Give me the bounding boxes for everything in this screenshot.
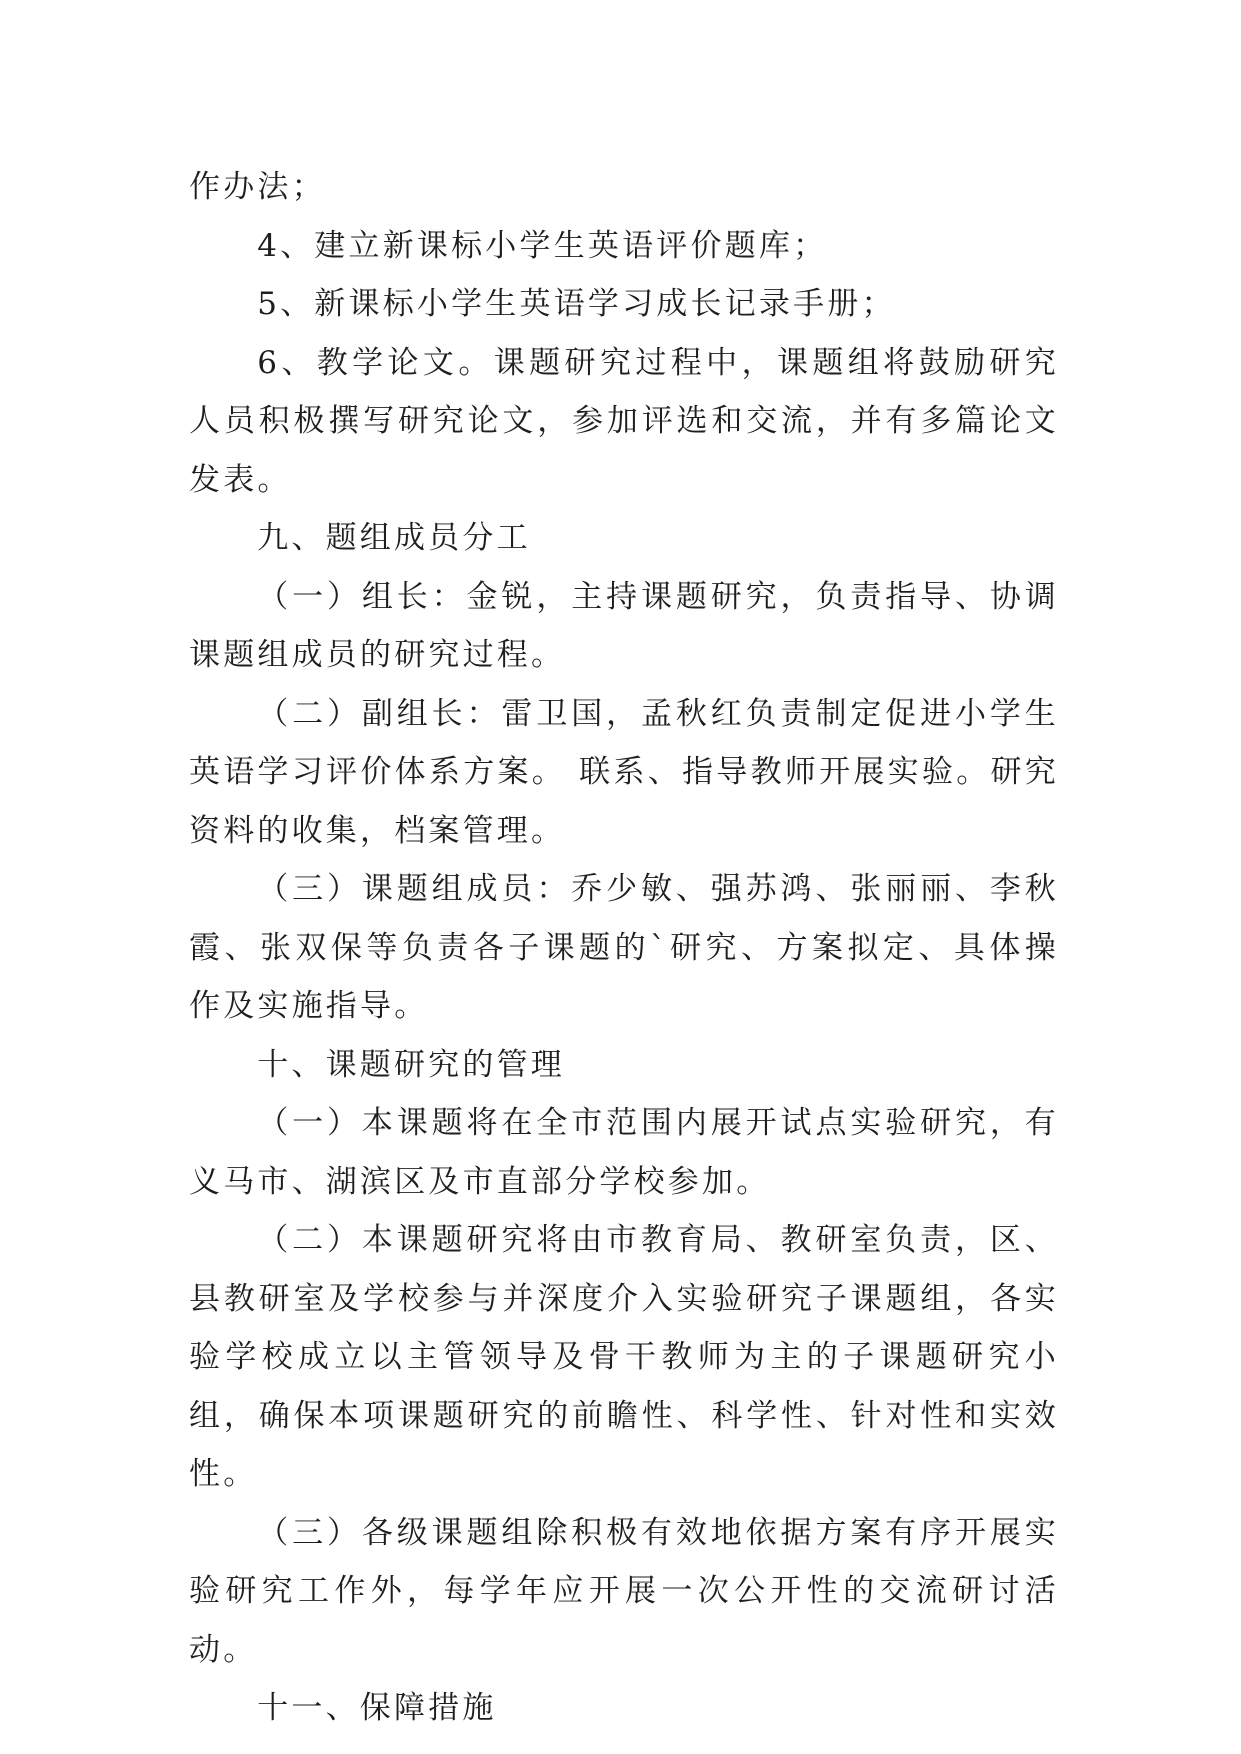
paragraph-2: 4、建立新课标小学生英语评价题库； — [257, 227, 828, 264]
paragraph-1: 作办法； — [189, 169, 326, 205]
paragraph-4: 6、教学论文。课题研究过程中，课题组将鼓励研究人员积极撰写研究论文，参加评选和交流，并有多篇论文发表。 — [189, 344, 1059, 498]
paragraph-management-1: （一）本课题将在全市范围内展开试点实验研究，有义马市、湖滨区及市直部分学校参加。 — [189, 1105, 1059, 1200]
paragraph-members: （三）课题组成员：乔少敏、强苏鸿、张丽丽、李秋霞、张双保等负责各子课题的`研究、方案拟定、具体操作及实施指导。 — [189, 871, 1059, 1024]
paragraph-leader: （一）组长：金锐，主持课题研究，负责指导、协调课题组成员的研究过程。 — [189, 578, 1059, 673]
document-body — [189, 158, 1059, 1738]
paragraph-3: 5、新课标小学生英语学习成长记录手册； — [257, 286, 896, 322]
paragraph-management-2: （二）本课题研究将由市教育局、教研室负责，区、县教研室及学校参与并深度介入实验研究子课题组，各实验学校成立以主管领导及骨干教师为主的子课题研究小组，确保本项课题研究的前瞻性、科学性、针对性和实效性。 — [189, 1222, 1059, 1492]
section-heading-9: 九、题组成员分工 — [257, 520, 531, 556]
section-heading-10: 十、课题研究的管理 — [257, 1046, 565, 1083]
paragraph-management-3: （三）各级课题组除积极有效地依据方案有序开展实验研究工作外，每学年应开展一次公开性的交流研讨活动。 — [189, 1514, 1059, 1668]
paragraph-deputy-leader: （二）副组长：雷卫国，孟秋红负责制定促进小学生英语学习评价体系方案。 联系、指导教师开展实验。研究资料的收集，档案管理。 — [189, 695, 1059, 849]
section-heading-11: 十一、保障措施 — [257, 1690, 497, 1726]
